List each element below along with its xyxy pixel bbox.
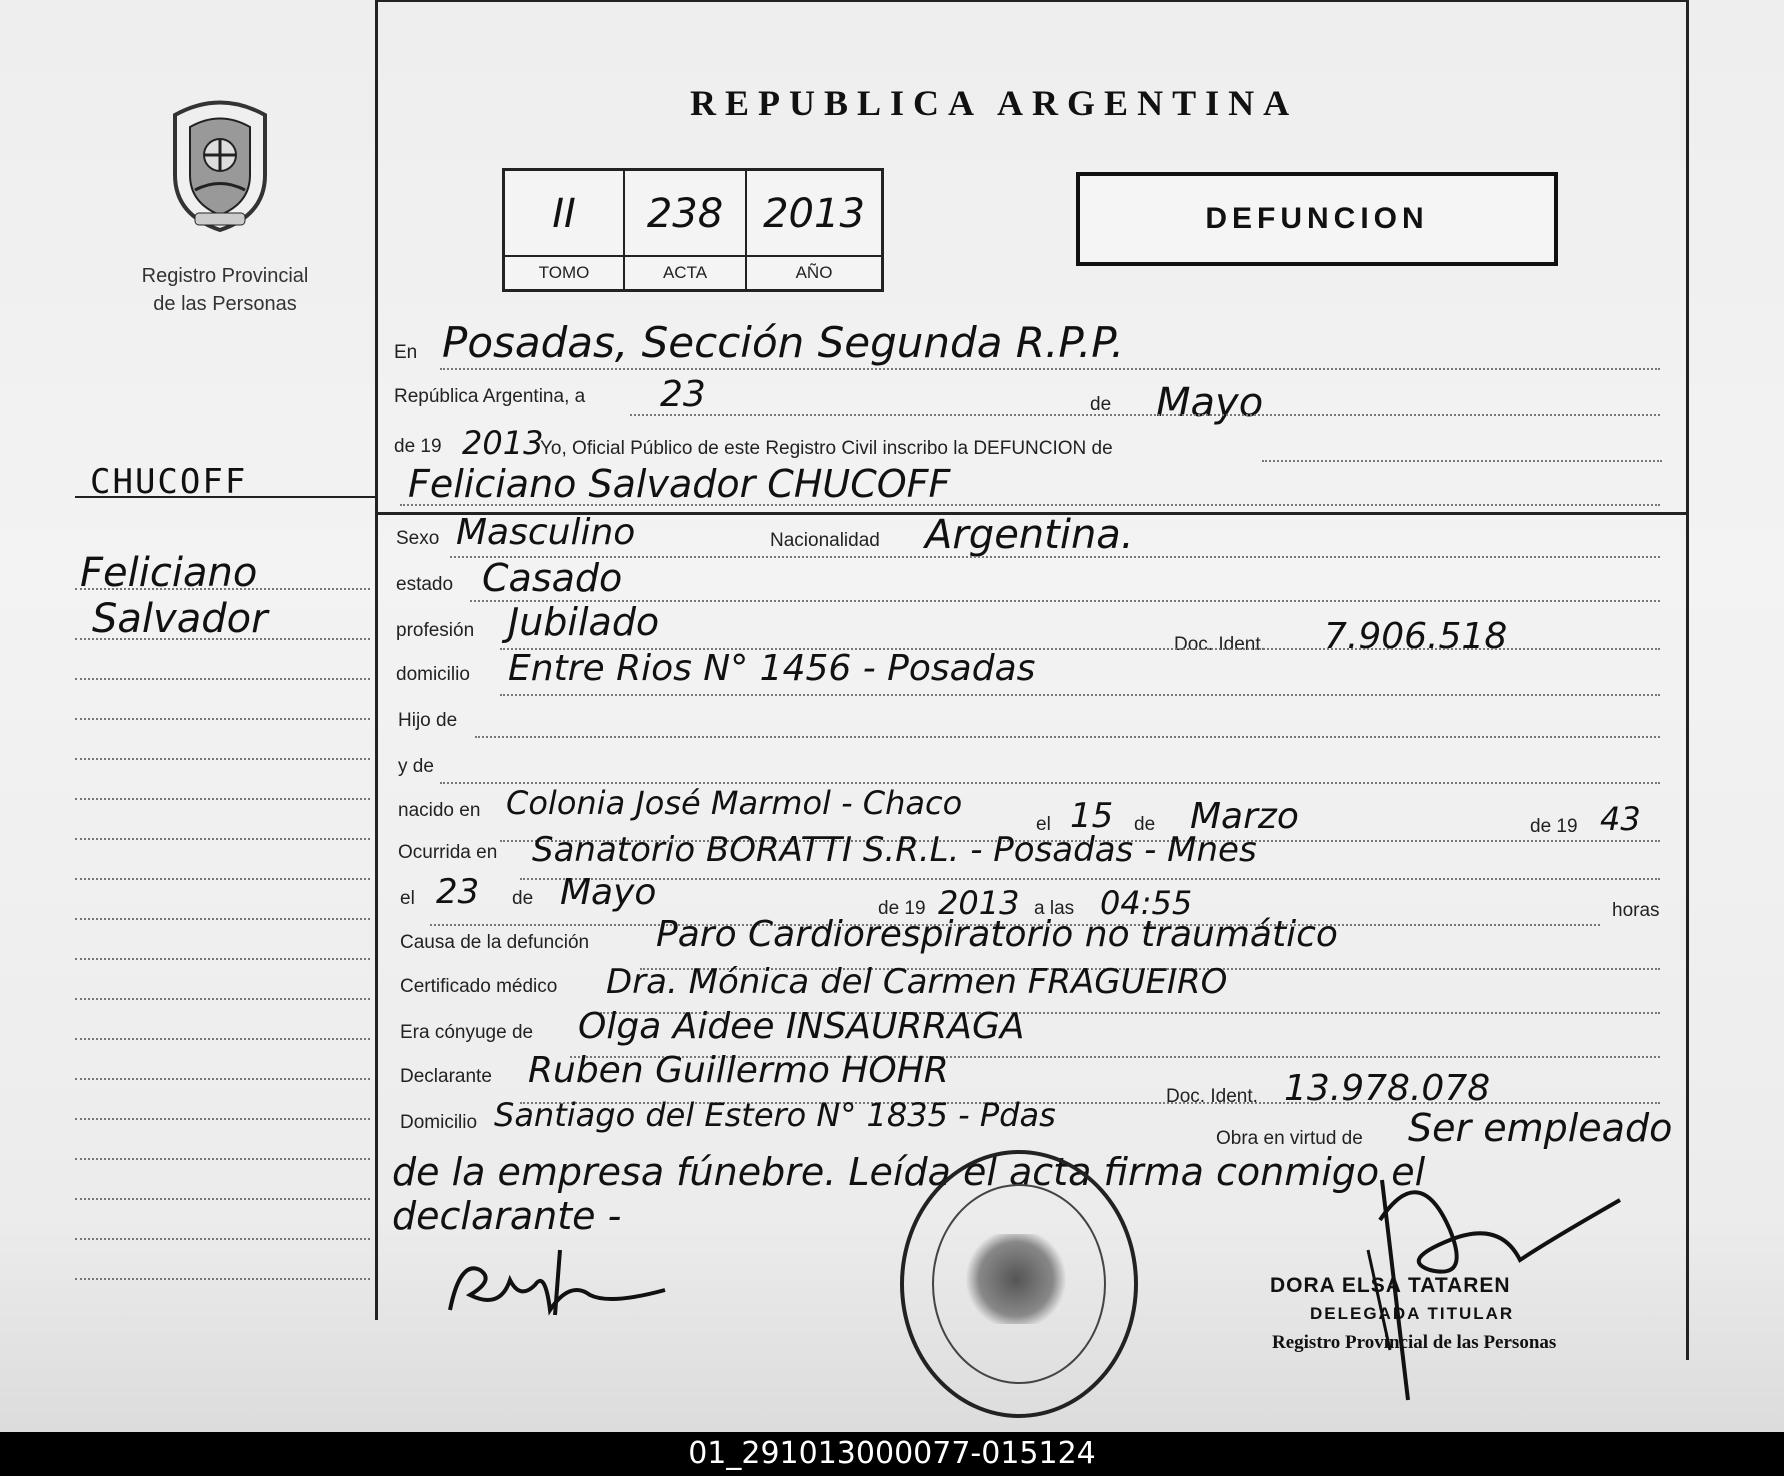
tomo-caption: TOMO xyxy=(505,255,623,283)
label-a-las: a las xyxy=(1034,898,1075,919)
label-el-birth: el xyxy=(1036,814,1051,835)
label-de-year: de 19 xyxy=(394,436,442,457)
margin-line xyxy=(75,1198,370,1200)
acta-value: 238 xyxy=(646,191,724,237)
value-day: 23 xyxy=(660,374,706,415)
official-org: Registro Provincial de las Personas xyxy=(1272,1332,1557,1353)
label-domicilio: domicilio xyxy=(396,664,470,685)
margin-line xyxy=(75,1078,370,1080)
label-de-19-death: de 19 xyxy=(878,898,926,919)
margin-given-name-1: Feliciano xyxy=(80,550,258,596)
official-signature xyxy=(1360,1120,1660,1410)
margin-line xyxy=(75,678,370,680)
value-profesion: Jubilado xyxy=(508,600,660,644)
label-profesion: profesión xyxy=(396,620,475,641)
margin-line xyxy=(75,1278,370,1280)
file-id-bar xyxy=(0,1432,1784,1476)
label-ocurrida-en: Ocurrida en xyxy=(398,842,498,863)
label-causa: Causa de la defunción xyxy=(400,932,590,953)
line-date xyxy=(630,414,1660,416)
value-declarante-doc: 13.978.078 xyxy=(1284,1068,1491,1109)
value-causa: Paro Cardiorespiratorio no traumático xyxy=(656,914,1338,955)
line-full-name xyxy=(400,504,1660,506)
label-estado: estado xyxy=(396,574,454,595)
anio-value: 2013 xyxy=(763,191,865,237)
line-ocurrida xyxy=(520,878,1660,880)
margin-line xyxy=(75,758,370,760)
label-declarante-doc: Doc. Ident. xyxy=(1166,1086,1258,1107)
value-death-place: Sanatorio BORATTI S.R.L. - Posadas - Mnes xyxy=(532,830,1257,870)
label-el-death: el xyxy=(400,888,415,909)
value-domicilio: Entre Rios N° 1456 - Posadas xyxy=(508,648,1036,689)
label-en: En xyxy=(394,342,418,363)
margin-line xyxy=(75,1038,370,1040)
label-certificado: Certificado médico xyxy=(400,976,558,997)
official-name: DORA ELSA TATAREN xyxy=(1270,1274,1511,1297)
value-death-day: 23 xyxy=(436,872,480,912)
label-nacionalidad: Nacionalidad xyxy=(770,530,880,551)
value-obra-2: de la empresa fúnebre. Leída el acta firma conmigo el xyxy=(392,1150,1426,1194)
declarant-signature xyxy=(440,1240,680,1330)
value-place: Posadas, Sección Segunda R.P.P. xyxy=(442,318,1125,367)
margin-line xyxy=(75,998,370,1000)
header-top-rule xyxy=(376,0,1686,2)
stamp-emblem xyxy=(966,1234,1066,1324)
official-stamp xyxy=(900,1150,1138,1418)
value-nacionalidad: Argentina. xyxy=(925,512,1134,558)
value-birth-place: Colonia José Marmol - Chaco xyxy=(506,784,963,822)
margin-line xyxy=(75,1158,370,1160)
value-month: Mayo xyxy=(1156,380,1264,426)
value-birth-year: 43 xyxy=(1600,800,1641,838)
line-place xyxy=(440,368,1660,370)
margin-line xyxy=(75,718,370,720)
registry-label-line2: de las Personas xyxy=(153,293,297,315)
value-death-year: 2013 xyxy=(938,884,1020,922)
value-declarante-domicilio: Santiago del Estero N° 1835 - Pdas xyxy=(494,1096,1056,1134)
acta-caption: ACTA xyxy=(625,255,745,283)
margin-line xyxy=(75,918,370,920)
label-doc-ident: Doc. Ident. xyxy=(1174,634,1266,655)
right-border xyxy=(1686,0,1689,1360)
document-type-box: DEFUNCION xyxy=(1076,172,1558,266)
line-sexo xyxy=(450,556,1660,558)
value-birth-month: Marzo xyxy=(1190,796,1299,837)
anio-caption: AÑO xyxy=(747,255,881,283)
top-right-border xyxy=(1686,0,1689,20)
value-certificado: Dra. Mónica del Carmen FRAGUEIRO xyxy=(606,962,1228,1002)
file-id: 01_291013000077-015124 xyxy=(688,1436,1096,1471)
margin-divider xyxy=(375,0,378,1320)
margin-line xyxy=(75,1238,370,1240)
label-horas: horas xyxy=(1612,900,1660,921)
margin-line xyxy=(75,878,370,880)
value-birth-day: 15 xyxy=(1070,796,1114,836)
value-death-month: Mayo xyxy=(560,872,657,913)
label-nacido-en: nacido en xyxy=(398,800,481,821)
label-oficial: Yo, Oficial Público de este Registro Civil inscribo la DEFUNCION de xyxy=(540,438,1113,459)
anio-cell xyxy=(747,171,881,289)
value-sexo: Masculino xyxy=(456,512,636,553)
country-title: REPUBLICA ARGENTINA xyxy=(690,83,1299,123)
line-domicilio xyxy=(500,694,1660,696)
label-de-death-month: de xyxy=(512,888,534,909)
label-de-19-birth: de 19 xyxy=(1530,816,1578,837)
margin-line xyxy=(75,638,370,640)
registry-label xyxy=(110,262,340,318)
margin-line xyxy=(75,798,370,800)
value-estado: Casado xyxy=(482,556,623,600)
line-oficial xyxy=(1262,460,1662,462)
coat-of-arms-icon xyxy=(155,95,285,235)
label-obra: Obra en virtud de xyxy=(1216,1128,1363,1149)
margin-surname: CHUCOFF xyxy=(90,462,248,502)
registry-label-line1: Registro Provincial xyxy=(141,265,309,287)
value-full-name: Feliciano Salvador CHUCOFF xyxy=(408,462,951,506)
margin-line xyxy=(75,958,370,960)
official-role: DELEGADA TITULAR xyxy=(1310,1304,1515,1323)
label-de-month: de xyxy=(1090,394,1112,415)
label-conyuge: Era cónyuge de xyxy=(400,1022,534,1043)
value-declarante: Ruben Guillermo HOHR xyxy=(528,1050,949,1091)
label-domicilio-declarante: Domicilio xyxy=(400,1112,478,1133)
book-reference-box xyxy=(502,168,884,292)
margin-line xyxy=(75,588,370,590)
value-conyuge: Olga Aidee INSAURRAGA xyxy=(578,1006,1025,1047)
margin-given-name-2: Salvador xyxy=(92,596,268,642)
tomo-cell xyxy=(505,171,625,289)
value-doc-ident: 7.906.518 xyxy=(1324,616,1508,657)
value-year: 2013 xyxy=(462,424,544,462)
label-republica: República Argentina, a xyxy=(394,386,586,407)
line-hijo-de xyxy=(475,736,1660,738)
label-de-birth-month: de xyxy=(1134,814,1156,835)
margin-line xyxy=(75,838,370,840)
value-obra-1: Ser empleado xyxy=(1408,1106,1673,1150)
value-death-time: 04:55 xyxy=(1100,884,1193,922)
label-declarante: Declarante xyxy=(400,1066,492,1087)
tomo-value: II xyxy=(552,191,576,237)
margin-line xyxy=(75,1118,370,1120)
label-sexo: Sexo xyxy=(396,528,440,549)
value-obra-3: declarante - xyxy=(392,1194,622,1238)
label-hijo-de: Hijo de xyxy=(398,710,458,731)
acta-cell xyxy=(625,171,747,289)
label-y-de: y de xyxy=(398,756,434,777)
